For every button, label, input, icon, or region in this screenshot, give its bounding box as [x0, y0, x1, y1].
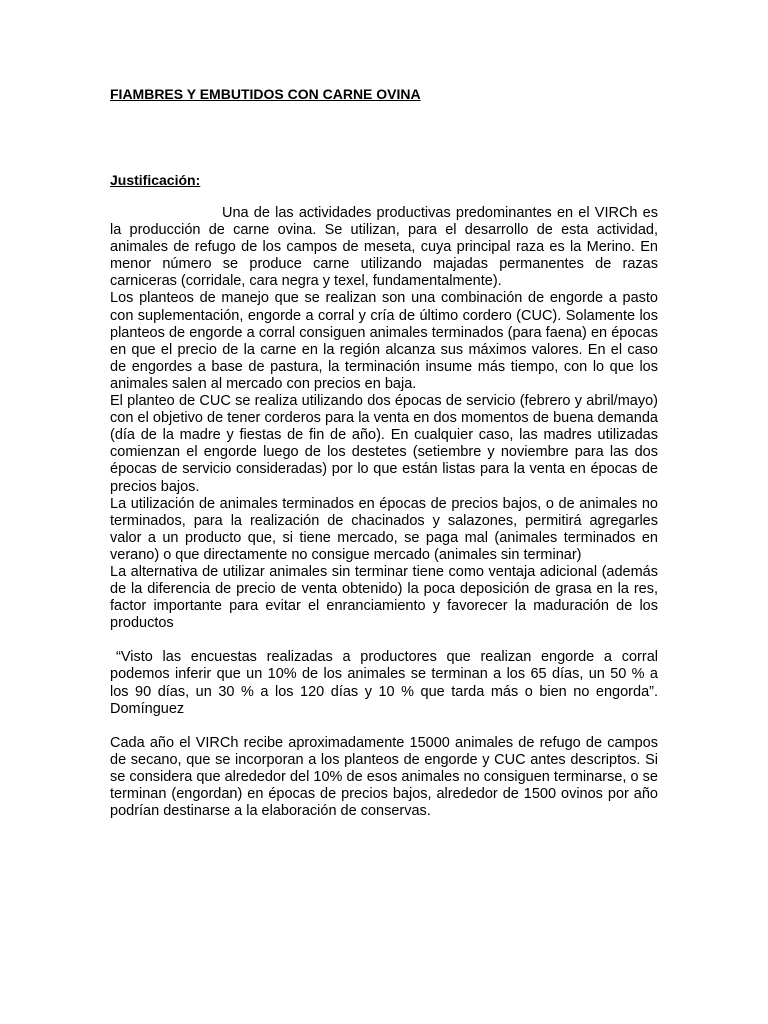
- section-heading: Justificación:: [110, 172, 201, 188]
- paragraph-added-value: La utilización de animales terminados en épocas de precios bajos, o de animales no terminados, para la realización de chacinados y salazones, permitirá agregarles valor a un producto que, si tiene mercado, se paga mal (animales terminados en verano) o que directamente no consigue mercado (animales sin terminar): [110, 495, 658, 563]
- quote-dominguez: “Visto las encuestas realizadas a productores que realizan engorde a corral podemos inferir que un 10% de los animales se terminan a los 65 días, un 50 % a los 90 días, un 30 % a los 120 días y 10 % que tarda más o bien no engorda”. Domínguez: [110, 649, 658, 717]
- paragraph-cuc-plan: El planteo de CUC se realiza utilizando dos épocas de servicio (febrero y abril/mayo) con el objetivo de tener corderos para la venta en dos momentos de buena demanda (día de la madre y fiestas de fin de año). En cualquier caso, las madres utilizadas comienzan el engorde luego de los destetes (setiembre y noviembre para las dos épocas de servicio consideradas) por lo que están listas para la venta en épocas de precios bajos.: [110, 393, 658, 495]
- document-body: [110, 205, 658, 820]
- paragraph-management-plans: Los planteos de manejo que se realizan son una combinación de engorde a pasto con suplementación, engorde a corral y cría de último cordero (CUC). Solamente los planteos de engorde a corral consiguen animales terminados (para faena) en épocas en que el precio de la carne en la región alcanza sus máximos valores. En el caso de engordes a base de pastura, la terminación insume más tiempo, con lo que los animales salen al mercado con precios en baja.: [110, 290, 658, 392]
- document-title: FIAMBRES Y EMBUTIDOS CON CARNE OVINA: [110, 86, 421, 102]
- paragraph-unfinished-animals: La alternativa de utilizar animales sin terminar tiene como ventaja adicional (además de la diferencia de precio de venta obtenido) la poca deposición de grasa en la res, factor importante para evitar el enranciamiento y favorecer la maduración de los productos: [110, 563, 658, 632]
- paragraph-annual-refugo: Cada año el VIRCh recibe aproximadamente 15000 animales de refugo de campos de secano, que se incorporan a los planteos de engorde y CUC antes descriptos. Si se considera que alrededor del 10% de esos animales no consiguen terminarse, o se terminan (engordan) en épocas de precios bajos, alrededor de 1500 ovinos por año podrían destinarse a la elaboración de conservas.: [110, 734, 658, 820]
- paragraph-virch-production: Una de las actividades productivas predominantes en el VIRCh es la producción de carne ovina. Se utilizan, para el desarrollo de esta actividad, animales de refugo de los campos de meseta, cuya principal raza es la Merino. En menor número se produce carne utilizando majadas permanentes de razas carniceras (corridale, cara negra y texel, fundamentalmente).: [110, 205, 658, 290]
